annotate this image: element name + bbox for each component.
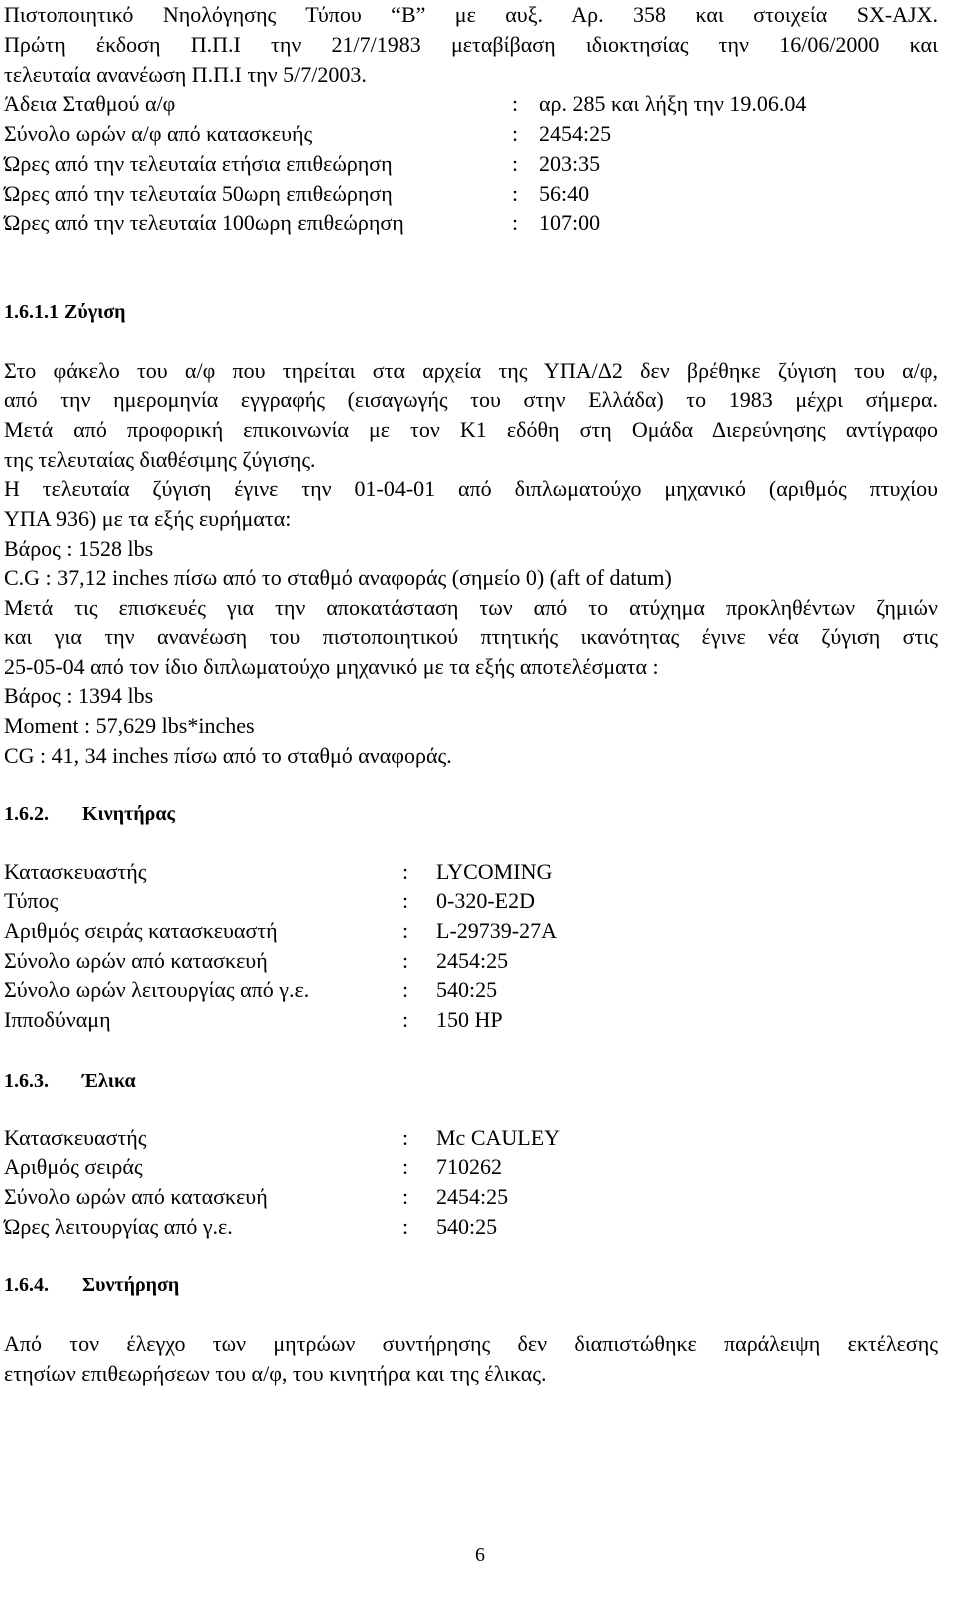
- intro-row-value: 56:40: [539, 181, 590, 206]
- weighing-line: Μετά από προφορική επικοινωνία με τον Κ1 εδόθη στη Ομάδα Διερεύνησης αντίγραφο: [4, 417, 938, 442]
- intro-row-colon: :: [512, 210, 519, 235]
- weighing-line: ΥΠΑ 936) με τα εξής ευρήματα:: [4, 506, 292, 531]
- engine-row: [4, 1005, 938, 1035]
- propeller-row-colon: :: [402, 1214, 409, 1239]
- propeller-row-label: Ώρες λειτουργίας από γ.ε.: [4, 1214, 233, 1239]
- cert-line-2: Πρώτη έκδοση Π.Π.Ι την 21/7/1983 μεταβίβαση ιδιοκτησίας την 16/06/2000 και: [4, 32, 938, 57]
- section-title: Συντήρηση: [82, 1274, 180, 1296]
- engine-row-colon: :: [402, 1007, 409, 1032]
- intro-row-label: Ώρες από την τελευταία ετήσια επιθεώρηση: [4, 151, 393, 176]
- section-title: Έλικα: [82, 1070, 136, 1092]
- engine-row-colon: :: [402, 977, 409, 1002]
- section-number: 1.6.1.1: [4, 301, 59, 323]
- engine-row-label: Σύνολο ωρών από κατασκευή: [4, 948, 268, 973]
- intro-row-label: Ώρες από την τελευταία 100ωρη επιθεώρηση: [4, 210, 404, 235]
- engine-row-label: Αριθμός σειράς κατασκευαστή: [4, 918, 278, 943]
- propeller-row: [4, 1123, 938, 1153]
- maintenance-line: ετησίων επιθεωρήσεων του α/φ, του κινητήρα και της έλικας.: [4, 1361, 547, 1386]
- intro-row-label: Σύνολο ωρών α/φ από κατασκευής: [4, 121, 313, 146]
- section-number: 1.6.3.: [4, 1070, 49, 1092]
- section-heading-engine: [4, 799, 938, 829]
- engine-row-colon: :: [402, 948, 409, 973]
- intro-row-value: 2454:25: [539, 121, 612, 146]
- weighing-line: και για την ανανέωση του πιστοποιητικού πτητικής ικανότητας έγινε νέα ζύγιση στις: [4, 624, 938, 649]
- intro-row: [4, 179, 938, 209]
- intro-row-colon: :: [512, 121, 519, 146]
- intro-row-colon: :: [512, 91, 519, 116]
- intro-row: [4, 119, 938, 149]
- weighing-line: C.G : 37,12 inches πίσω από το σταθμό αναφοράς (σημείο 0) (aft of datum): [4, 565, 672, 590]
- engine-row: [4, 886, 938, 916]
- engine-row-label: Τύπος: [4, 888, 59, 913]
- engine-row-label: Κατασκευαστής: [4, 859, 147, 884]
- engine-row: [4, 857, 938, 887]
- propeller-row-value: 540:25: [436, 1214, 498, 1239]
- weighing-line: από την ημερομηνία εγγραφής (εισαγωγής του στην Ελλάδα) το 1983 μέχρι σήμερα.: [4, 387, 938, 412]
- section-number: 1.6.4.: [4, 1274, 49, 1296]
- intro-row-value: αρ. 285 και λήξη την 19.06.04: [539, 91, 807, 116]
- propeller-row: [4, 1182, 938, 1212]
- page-number: 6: [475, 1544, 485, 1566]
- propeller-row-value: 710262: [436, 1154, 502, 1179]
- weighing-line: της τελευταίας διαθέσιμης ζύγισης.: [4, 447, 316, 472]
- engine-row-value: L-29739-27A: [436, 918, 557, 943]
- engine-row: [4, 946, 938, 976]
- intro-row-value: 107:00: [539, 210, 601, 235]
- section-number: 1.6.2.: [4, 803, 49, 825]
- engine-row-label: Σύνολο ωρών λειτουργίας από γ.ε.: [4, 977, 310, 1002]
- propeller-row-colon: :: [402, 1184, 409, 1209]
- weighing-line: Μετά τις επισκευές για την αποκατάσταση των από το ατύχημα προκληθέντων ζημιών: [4, 595, 938, 620]
- intro-row-label: Άδεια Σταθμού α/φ: [4, 91, 176, 116]
- propeller-row-label: Αριθμός σειράς: [4, 1154, 143, 1179]
- weighing-line: Η τελευταία ζύγιση έγινε την 01-04-01 από διπλωματούχο μηχανικό (αριθμός πτυχίου: [4, 476, 938, 501]
- weighing-line: Moment : 57,629 lbs*inches: [4, 713, 255, 738]
- section-heading-propeller: [4, 1066, 938, 1096]
- intro-row-value: 203:35: [539, 151, 601, 176]
- intro-row: [4, 208, 938, 238]
- propeller-row-value: Mc CAULEY: [436, 1125, 561, 1150]
- propeller-row: [4, 1152, 938, 1182]
- engine-row: [4, 975, 938, 1005]
- cert-line-3: τελευταία ανανέωση Π.Π.Ι την 5/7/2003.: [4, 62, 367, 87]
- propeller-row-label: Κατασκευαστής: [4, 1125, 147, 1150]
- engine-row-colon: :: [402, 859, 409, 884]
- engine-row-colon: :: [402, 888, 409, 913]
- intro-row-colon: :: [512, 151, 519, 176]
- cert-line-1: Πιστοποιητικό Νηολόγησης Τύπου “Β” με αυξ. Αρ. 358 και στοιχεία SX-AJX.: [4, 2, 938, 27]
- weighing-line: CG : 41, 34 inches πίσω από το σταθμό αναφοράς.: [4, 743, 452, 768]
- engine-row: [4, 916, 938, 946]
- propeller-row: [4, 1212, 938, 1242]
- weighing-line: 25-05-04 από τον ίδιο διπλωματούχο μηχανικό με τα εξής αποτελέσματα :: [4, 654, 659, 679]
- maintenance-line: Από τον έλεγχο των μητρώων συντήρησης δεν διαπιστώθηκε παράλειψη εκτέλεσης: [4, 1331, 938, 1356]
- engine-row-value: 150 HP: [436, 1007, 503, 1032]
- propeller-row-label: Σύνολο ωρών από κατασκευή: [4, 1184, 268, 1209]
- section-title: Κινητήρας: [82, 803, 175, 825]
- intro-row: [4, 89, 938, 119]
- engine-row-value: 0-320-E2D: [436, 888, 535, 913]
- section-heading-maintenance: [4, 1270, 938, 1300]
- intro-row: [4, 149, 938, 179]
- engine-row-label: Ιπποδύναμη: [4, 1007, 111, 1032]
- engine-row-colon: :: [402, 918, 409, 943]
- propeller-row-value: 2454:25: [436, 1184, 509, 1209]
- engine-row-value: 540:25: [436, 977, 498, 1002]
- weighing-line: Στο φάκελο του α/φ που τηρείται στα αρχεία της ΥΠΑ/Δ2 δεν βρέθηκε ζύγιση του α/φ,: [4, 358, 938, 383]
- intro-row-label: Ώρες από την τελευταία 50ωρη επιθεώρηση: [4, 181, 393, 206]
- engine-row-value: LYCOMING: [436, 859, 553, 884]
- propeller-row-colon: :: [402, 1154, 409, 1179]
- weighing-line: Βάρος : 1394 lbs: [4, 683, 154, 708]
- engine-row-value: 2454:25: [436, 948, 509, 973]
- intro-row-colon: :: [512, 181, 519, 206]
- propeller-row-colon: :: [402, 1125, 409, 1150]
- weighing-line: Βάρος : 1528 lbs: [4, 536, 154, 561]
- section-title: Ζύγιση: [64, 301, 126, 323]
- section-heading-weighing: [4, 297, 938, 327]
